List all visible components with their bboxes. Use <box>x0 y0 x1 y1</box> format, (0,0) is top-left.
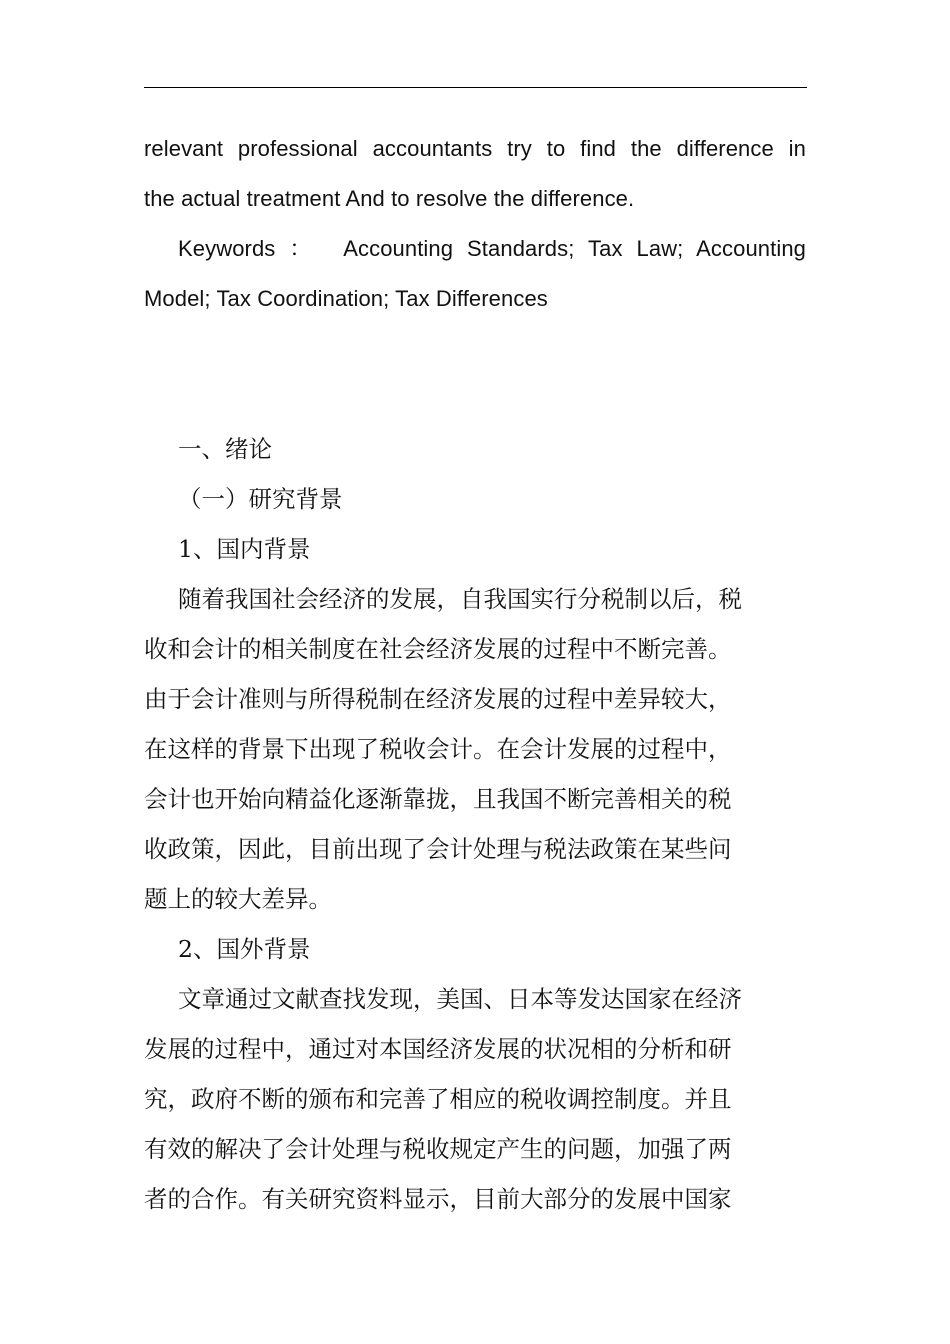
keywords-line-1 <box>144 224 806 274</box>
domestic-line: 会计也开始向精益化逐渐靠拢，且我国不断完善相关的税 <box>144 785 732 813</box>
abstract-line-2: the actual treatment And to resolve the difference. <box>144 186 635 211</box>
page-body <box>144 124 806 1224</box>
section-subtitle: （一）研究背景 <box>178 485 343 513</box>
section-title: 一、绪论 <box>178 435 272 463</box>
foreign-heading: 2、国外背景 <box>178 935 311 963</box>
domestic-line: 收政策，因此，目前出现了会计处理与税法政策在某些问 <box>144 835 732 863</box>
keywords-label: Keywords ： <box>178 236 320 261</box>
abstract-line-1: relevant professional accountants try to find the difference in <box>144 136 806 161</box>
spacer <box>144 324 806 424</box>
foreign-line: 文章通过文献查找发现，美国、日本等发达国家在经济 <box>178 985 742 1013</box>
domestic-line: 在这样的背景下出现了税收会计。在会计发展的过程中， <box>144 735 732 763</box>
domestic-heading: 1、国内背景 <box>178 535 311 563</box>
domestic-line: 由于会计准则与所得税制在经济发展的过程中差异较大， <box>144 685 732 713</box>
keywords-line-2: Model; Tax Coordination; Tax Differences <box>144 286 548 311</box>
domestic-line: 随着我国社会经济的发展，自我国实行分税制以后，税 <box>178 585 742 613</box>
domestic-line: 题上的较大差异。 <box>144 885 332 913</box>
foreign-line: 究，政府不断的颁布和完善了相应的税收调控制度。并且 <box>144 1085 732 1113</box>
domestic-line: 收和会计的相关制度在社会经济发展的过程中不断完善。 <box>144 635 732 663</box>
keywords-values: Accounting Standards; Tax Law; Accounting <box>343 236 806 261</box>
foreign-line: 者的合作。有关研究资料显示，目前大部分的发展中国家 <box>144 1185 732 1213</box>
foreign-line: 有效的解决了会计处理与税收规定产生的问题，加强了两 <box>144 1135 732 1163</box>
foreign-line: 发展的过程中，通过对本国经济发展的状况相的分析和研 <box>144 1035 732 1063</box>
header-rule <box>144 87 807 88</box>
